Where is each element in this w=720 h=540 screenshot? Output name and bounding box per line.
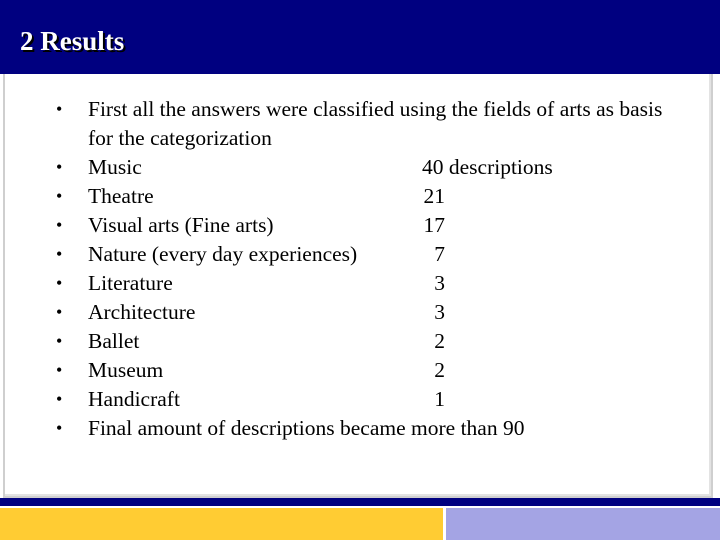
bullet-icon: • (56, 215, 63, 235)
list-item (0, 153, 720, 182)
bullet-value: 40 descriptions (422, 155, 553, 179)
bullet-icon: • (56, 389, 63, 409)
list-item (0, 211, 720, 240)
bullet-label: Final amount of descriptions became more than 90 (88, 416, 525, 440)
bullet-icon: • (56, 99, 63, 119)
bullet-icon: • (56, 360, 63, 380)
list-item (0, 327, 720, 356)
list-item (0, 240, 720, 269)
bullet-label: Theatre (88, 184, 154, 208)
footer-rule (0, 498, 720, 506)
bullet-label: Ballet (88, 329, 140, 353)
list-item (0, 414, 720, 443)
list-item (0, 269, 720, 298)
bullet-value: 1 (434, 387, 445, 411)
bullet-value: 2 (434, 329, 445, 353)
footer-block-orange (0, 508, 443, 540)
bullet-label: Architecture (88, 300, 196, 324)
bullet-value: 7 (434, 242, 445, 266)
bullet-value: 2 (434, 358, 445, 382)
bullet-icon: • (56, 418, 63, 438)
footer-block-lilac (446, 508, 720, 540)
bullet-icon: • (56, 302, 63, 322)
list-item (0, 182, 720, 211)
bullet-icon: • (56, 157, 63, 177)
bullet-list (0, 95, 720, 443)
list-item (0, 298, 720, 327)
bullet-label: Handicraft (88, 387, 180, 411)
list-item (0, 95, 720, 153)
bullet-value: 3 (434, 271, 445, 295)
bullet-label: Visual arts (Fine arts) (88, 213, 274, 237)
title-bar (0, 0, 720, 74)
bullet-label: First all the answers were classified using the fields of arts as basis for the categorization (88, 97, 663, 150)
bullet-label: Museum (88, 358, 164, 382)
bullet-icon: • (56, 186, 63, 206)
bullet-value: 21 (423, 184, 445, 208)
bullet-value: 17 (423, 213, 445, 237)
list-item (0, 356, 720, 385)
list-item (0, 385, 720, 414)
bullet-label: Music (88, 155, 142, 179)
bullet-icon: • (56, 331, 63, 351)
bullet-value: 3 (434, 300, 445, 324)
slide-title: 2 Results (20, 26, 125, 56)
bullet-icon: • (56, 244, 63, 264)
bullet-icon: • (56, 273, 63, 293)
bullet-label: Nature (every day experiences) (88, 242, 358, 266)
bullet-label: Literature (88, 271, 173, 295)
